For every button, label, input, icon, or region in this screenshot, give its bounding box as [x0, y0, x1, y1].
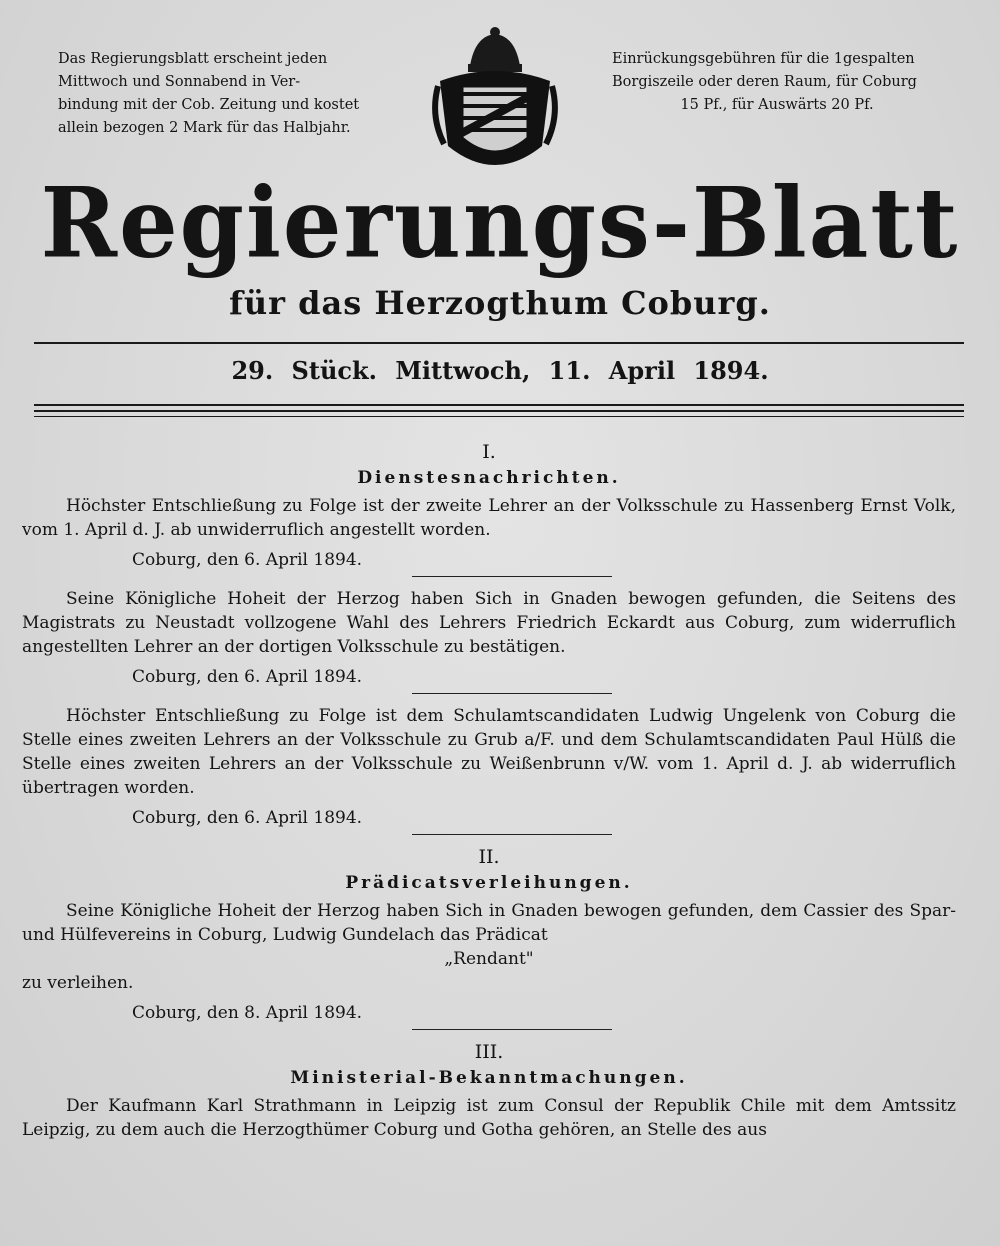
notice-paragraph-end: zu verleihen. — [22, 973, 134, 993]
section-numeral: I. — [482, 441, 496, 463]
subscription-line: bindung mit der Cob. Zeitung und kostet — [58, 97, 360, 113]
rule-top — [34, 342, 964, 344]
section-numeral: II. — [478, 846, 500, 868]
document-body — [22, 440, 956, 1142]
issue-line: 29. Stück. Mittwoch, 11. April 1894. — [231, 356, 769, 385]
advertising-rates-notice — [612, 48, 942, 117]
notice-paragraph: Seine Königliche Hoheit der Herzog haben Sich in Gnaden bewogen gefunden, dem Cassier des Spar- und Hülfevereins in Coburg, Ludwig Gundelach das Prädicat — [22, 901, 956, 945]
title-quote: „Rendant" — [444, 949, 534, 969]
rule-double-1 — [34, 404, 964, 406]
subscription-line: Mittwoch und Sonnabend in Ver- — [58, 74, 301, 90]
section-heading: Prädicatsverleihungen. — [345, 873, 633, 893]
subscription-line: allein bezogen 2 Mark für das Halbjahr. — [58, 120, 351, 136]
section-heading: Dienstesnachrichten. — [357, 468, 621, 488]
notice-paragraph: Seine Königliche Hoheit der Herzog haben Sich in Gnaden bewogen gefunden, die Seitens des Magistrats zu Neustadt vollzogene Wahl des Lehrers Friedrich Eckardt aus Coburg, zum widerruflich angestellten Lehrer an der dortigen Volksschule zu bestätigen. — [22, 589, 956, 657]
separator — [412, 1029, 612, 1030]
ducal-crest-icon — [430, 26, 560, 186]
dateline: Coburg, den 6. April 1894. — [132, 550, 363, 570]
dateline: Coburg, den 8. April 1894. — [132, 1003, 363, 1023]
notice-paragraph: Höchster Entschließung zu Folge ist der zweite Lehrer an der Volksschule zu Hassenberg Ernst Volk, vom 1. April d. J. ab unwiderruflich angestellt worden. — [22, 496, 956, 540]
masthead-title: Regierungs-Blatt — [40, 166, 960, 280]
masthead-subtitle: für das Herzogthum Coburg. — [229, 284, 771, 322]
notice-paragraph: Der Kaufmann Karl Strathmann in Leipzig ist zum Consul der Republik Chile mit dem Amtssitz Leipzig, zu dem auch die Herzogthümer Coburg und Gotha gehören, an Stelle des aus — [22, 1096, 956, 1140]
rates-line: 15 Pf., für Auswärts 20 Pf. — [680, 97, 874, 113]
notice-paragraph: Höchster Entschließung zu Folge ist dem Schulamtscandidaten Ludwig Ungelenk von Coburg die Stelle eines zweiten Lehrers an der Volksschule zu Grub a/F. und dem Schulamtscandidaten Paul Hülß die Stelle eines zweiten Lehrers an der Volksschule zu Weißenbrunn v/W. vom 1. April d. J. ab widerruflich übertragen worden. — [22, 706, 956, 798]
dateline: Coburg, den 6. April 1894. — [132, 667, 363, 687]
rule-double-3 — [34, 416, 964, 417]
separator — [412, 576, 612, 577]
rule-double-2 — [34, 410, 964, 412]
dateline: Coburg, den 6. April 1894. — [132, 808, 363, 828]
subscription-notice — [58, 48, 388, 140]
rates-line: Borgiszeile oder deren Raum, für Coburg — [612, 74, 917, 90]
separator — [412, 834, 612, 835]
section-heading: Ministerial-Bekanntmachungen. — [290, 1068, 688, 1088]
subscription-line: Das Regierungsblatt erscheint jeden — [58, 51, 328, 67]
rates-line: Einrückungsgebühren für die 1gespalten — [612, 51, 915, 67]
separator — [412, 693, 612, 694]
section-numeral: III. — [474, 1041, 504, 1063]
